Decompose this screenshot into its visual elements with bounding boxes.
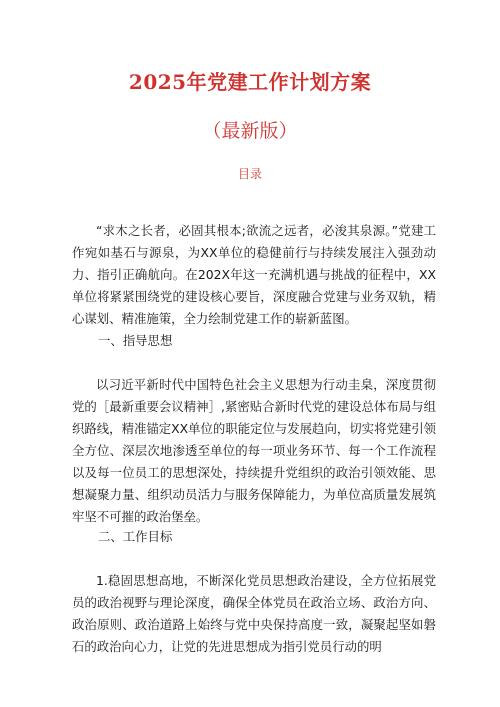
section-heading-guiding-ideology: 一、指导思想 bbox=[98, 333, 173, 348]
section-heading-work-goals: 二、工作目标 bbox=[98, 529, 173, 544]
guiding-ideology-paragraph: 以习近平新时代中国特色社会主义思想为行动圭臬，深度贯彻党的［最新重要会议精神］,紧密贴合新时代党的建设总体布局与组织路线，精准锚定XX单位的职能定位与发展趋向，切实将党建引领全方位、深层次地渗透至单位的每一项业务环节、每一个工作流程以及每一位员工的思想深处，持续提升党组织的政治引领效能、思想凝聚力量、组织动员活力与服务保障能力，为单位高质量发展筑牢坚不可摧的政治堡垒。 bbox=[72, 377, 436, 524]
toc-label: 目录 bbox=[237, 167, 262, 181]
document-subtitle: （最新版） bbox=[202, 120, 298, 142]
document-title: 2025年党建工作计划方案 bbox=[128, 70, 372, 94]
intro-paragraph: “求木之长者，必固其根本;欲流之远者，必浚其泉源。”党建工作宛如基石与源泉，为XX单位的稳健前行与持续发展注入强劲动力、指引正确航向。在202X年这一充满机遇与挑战的征程中，XX单位将紧紧围绕党的建设核心要旨，深度融合党建与业务双轨，精心谋划、精准施策，全力绘制党建工作的崭新蓝图。 bbox=[72, 223, 437, 326]
work-goal-item-1: 1.稳固思想高地，不断深化党员思想政治建设，全方位拓展党员的政治视野与理论深度，确保全体党员在政治立场、政治方向、政治原则、政治道路上始终与党中央保持高度一致，凝聚起坚如磐石的政治向心力，让党的先进思想成为指引党员行动的明 bbox=[72, 573, 436, 654]
